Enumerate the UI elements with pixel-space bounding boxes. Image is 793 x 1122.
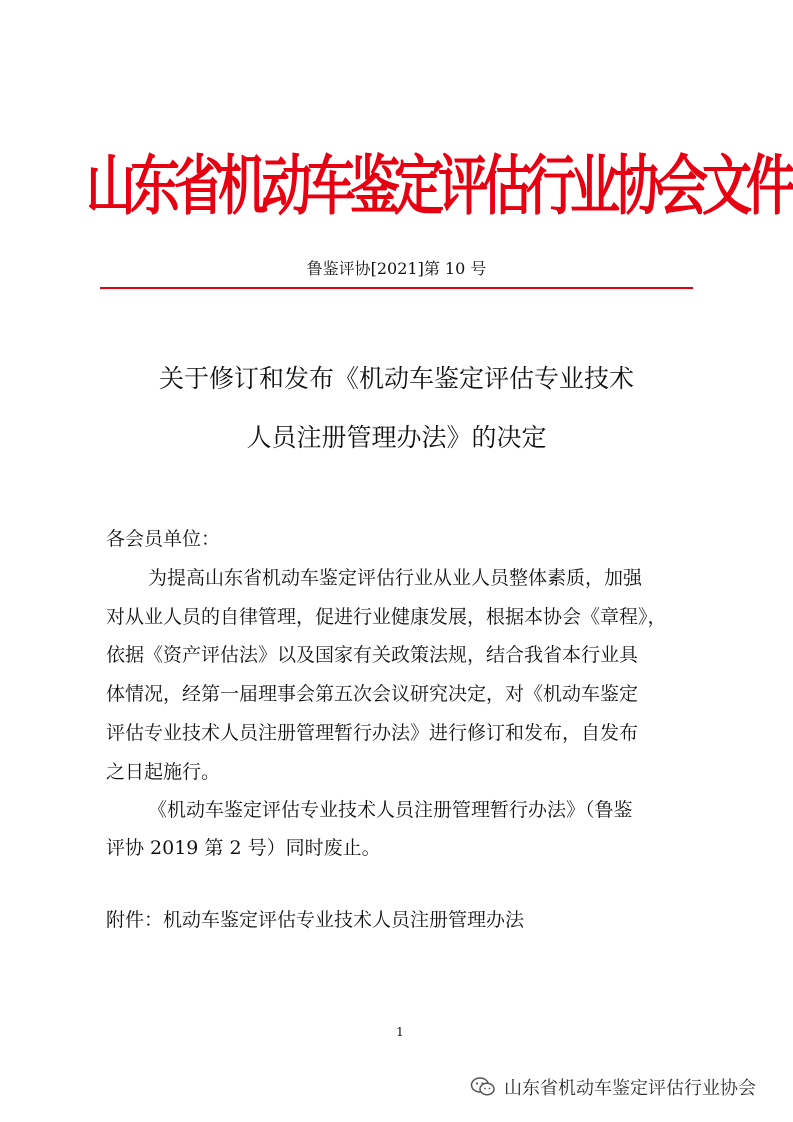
salutation: 各会员单位： bbox=[106, 528, 221, 550]
watermark-text: 山东省机动车鉴定评估行业协会 bbox=[504, 1078, 756, 1099]
document-number: 鲁鉴评协[2021]第 10 号 bbox=[306, 259, 487, 278]
watermark bbox=[470, 1074, 756, 1100]
body-line: 评估专业技术人员注册管理暂行办法》进行修订和发布，自发布 bbox=[106, 722, 639, 744]
body-line: 体情况，经第一届理事会第五次会议研究决定，对《机动车鉴定 bbox=[106, 683, 639, 705]
attachment-note: 附件：机动车鉴定评估专业技术人员注册管理办法 bbox=[106, 909, 525, 931]
body-line: 为提高山东省机动车鉴定评估行业从业人员整体素质，加强 bbox=[148, 567, 643, 589]
body-line: 评协 2019 第 2 号）同时废止。 bbox=[106, 837, 381, 859]
body-line: 对从业人员的自律管理，促进行业健康发展，根据本协会《章程》， bbox=[106, 606, 667, 628]
document-title-line-1: 关于修订和发布《机动车鉴定评估专业技术 bbox=[158, 364, 634, 393]
page-number: 1 bbox=[396, 1025, 404, 1039]
header-divider bbox=[100, 287, 693, 289]
body-line: 之日起施行。 bbox=[106, 761, 221, 783]
body-line: 《机动车鉴定评估专业技术人员注册管理暂行办法》（鲁鉴 bbox=[148, 799, 633, 821]
document-header-title: 山东省机动车鉴定评估行业协会文件 bbox=[86, 148, 790, 224]
body-line: 依据《资产评估法》以及国家有关政策法规，结合我省本行业具 bbox=[106, 644, 639, 666]
wechat-icon bbox=[470, 1076, 496, 1098]
document-title-line-2: 人员注册管理办法》的决定 bbox=[246, 423, 547, 452]
